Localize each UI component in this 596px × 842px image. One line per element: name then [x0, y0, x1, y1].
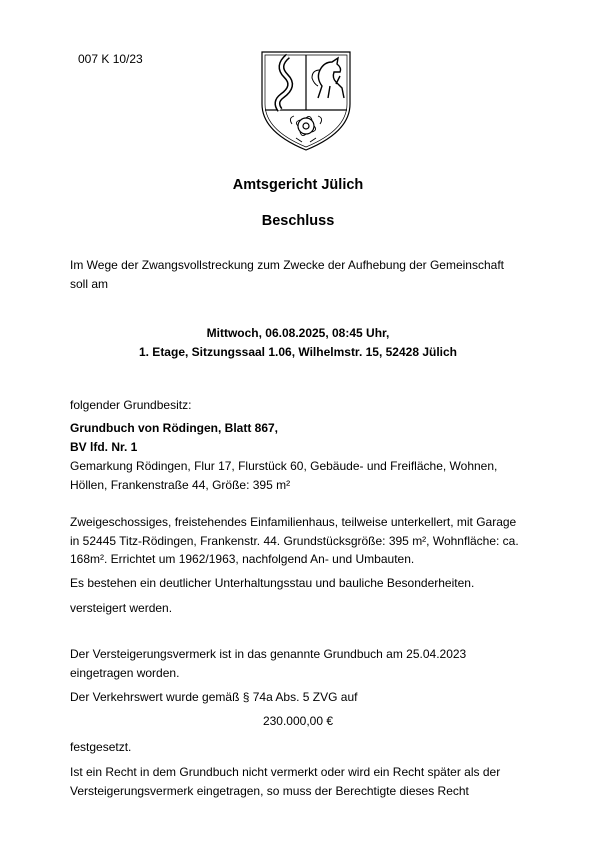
- bv-number: BV lfd. Nr. 1: [70, 440, 138, 454]
- parcel-line-1: Gemarkung Rödingen, Flur 17, Flurstück 60, Gebäude- und Freifläche, Wohnen,: [70, 459, 498, 473]
- auction-date-time: Mittwoch, 06.08.2025, 08:45 Uhr,: [206, 326, 390, 340]
- description-line-2: in 52445 Titz-Rödingen, Frankenstr. 44. Grundstücksgröße: 395 m², Wohnfläche: ca.: [70, 534, 519, 548]
- auctioned-note: versteigert werden.: [70, 601, 173, 615]
- auction-location: 1. Etage, Sitzungssaal 1.06, Wilhelmstr. 15, 52428 Jülich: [138, 345, 458, 359]
- court-name: Amtsgericht Jülich: [232, 177, 364, 193]
- intro-line-1: Im Wege der Zwangsvollstreckung zum Zwecke der Aufhebung der Gemeinschaft: [70, 258, 504, 272]
- market-value: 230.000,00 €: [262, 714, 334, 728]
- nrw-coat-of-arms-icon: [258, 48, 354, 154]
- land-register: Grundbuch von Rödingen, Blatt 867,: [70, 421, 279, 435]
- intro-line-2: soll am: [70, 277, 109, 291]
- registration-line-1: Der Versteigerungsvermerk ist in das genannte Grundbuch am 25.04.2023: [70, 647, 467, 661]
- notice-line-2: Versteigerungsvermerk eingetragen, so muss der Berechtigte dieses Recht: [70, 784, 469, 798]
- description-line-3: 168m². Errichtet um 1962/1963, nachfolgend An- und Umbauten.: [70, 552, 415, 566]
- case-number: 007 K 10/23: [78, 52, 143, 66]
- valuation-intro: Der Verkehrswert wurde gemäß § 74a Abs. 5 ZVG auf: [70, 690, 358, 704]
- fixed-note: festgesetzt.: [70, 740, 132, 754]
- registration-line-2: eingetragen worden.: [70, 666, 180, 680]
- parcel-line-2: Höllen, Frankenstraße 44, Größe: 395 m²: [70, 478, 291, 492]
- document-type: Beschluss: [261, 213, 335, 229]
- notice-line-1: Ist ein Recht in dem Grundbuch nicht vermerkt oder wird ein Recht später als der: [70, 765, 501, 779]
- property-label: folgender Grundbesitz:: [70, 398, 192, 412]
- description-line-1: Zweigeschossiges, freistehendes Einfamilienhaus, teilweise unterkellert, mit Garage: [70, 515, 517, 529]
- condition-note: Es bestehen ein deutlicher Unterhaltungsstau und bauliche Besonderheiten.: [70, 576, 475, 590]
